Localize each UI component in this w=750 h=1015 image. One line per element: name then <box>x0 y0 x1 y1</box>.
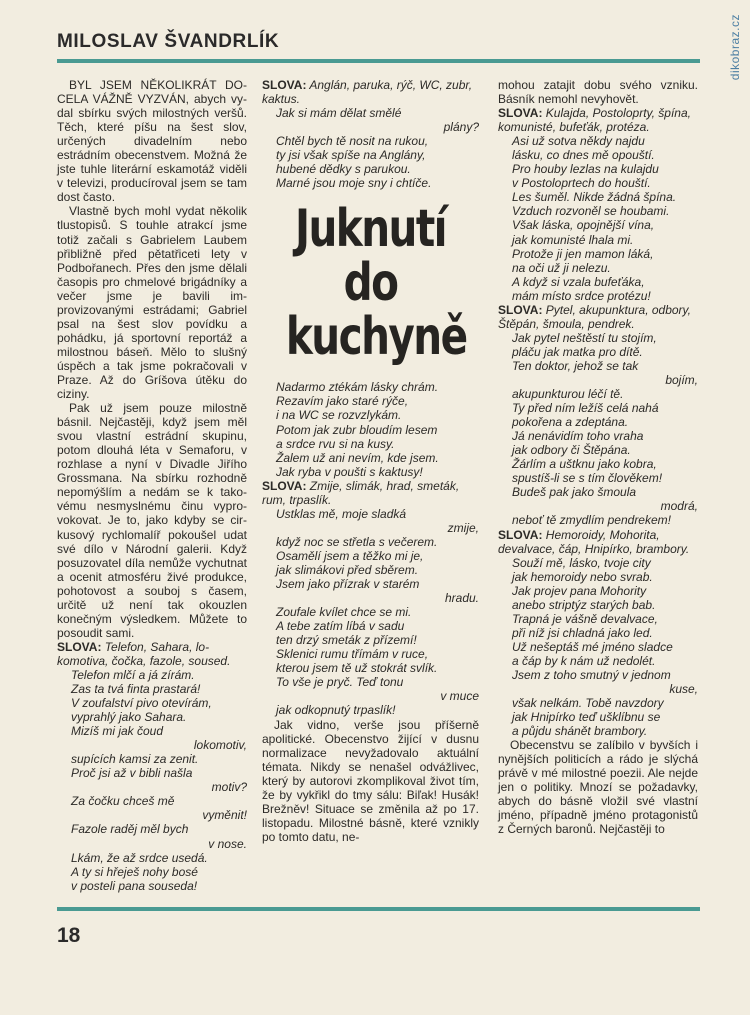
paragraph-politics: Jak vidno, verše jsou příšerně apolitické. Obecenstvo žijící v dusnu normalizace nevyžadovalo aktuální témata. Nikdy se nenašel odvážlivec, který by autorovi zkomplikoval život tím, že by vykřikl do tmy sálu: Biľak! Husák! Brežněv! Situace se změnila až po 17. listopadu. Milostné básně, které vznikly po tomto datu, ne- <box>262 717 479 844</box>
poem-line: však nelkám. Tobě navzdory <box>512 696 664 711</box>
paragraph-present: Pak už jsem pouze milostně básnil. Nejčastěji, když jsem měl svou vlastní estrádní skupinu, potom dlouhá léta v Semaforu, v rozhlase a nyní v Divadle Jiřího Grossmana. Na sbírku rozhodně nepomýšlím a nedám se k takovému nesmyslnému činu vyprovokovat. Je to, jako kdyby se cirkusový rychlomalíř pokoušel udat své dílo v Národní galerii. Když posuzovatel díla nemůže vychutnat a ocenit atmosféru živé produkce, pohotovost a souboj s časem, určitě už není tak okouzlen konečným výsledkem. Můžete to posoudit sami. <box>57 401 247 640</box>
poem-line: jak slimákovi před sběrem. <box>276 562 419 577</box>
poem-anglan-b <box>262 380 479 478</box>
poem-line: Marné jsou moje sny i chtíče. <box>276 176 432 191</box>
slova-block-6 <box>498 528 698 556</box>
poem-line: Trapná je vášně devalvace, <box>512 611 658 626</box>
slova-label: SLOVA: <box>57 639 102 654</box>
poem-line: Zoufale kvílet chce se mi. <box>276 605 412 620</box>
slova-block-3 <box>262 479 479 507</box>
column-3 <box>498 78 698 837</box>
poem-line: Pro houby lezlas na kulajdu <box>512 162 659 177</box>
poem-line: Chtěl bych tě nosit na rukou, <box>276 134 429 149</box>
poem-line: Jak ryba v poušti s kaktusy! <box>276 464 423 479</box>
page-number: 18 <box>57 924 81 947</box>
paragraph-continuation: mohou zatajit dobu svého vzniku. Básník nemohl nevyhovět. <box>498 78 698 107</box>
poem-line: Protože ji jen mamon láká, <box>512 246 654 261</box>
poem-line: A když si vzala bufeťáka, <box>512 274 645 289</box>
poem-line: kterou jsem tě už stokrát svlík. <box>276 661 438 676</box>
poem-line: Já nenávidím toho vraha <box>512 429 644 444</box>
poem-line: Jsem z toho smutný v jednom <box>512 667 671 682</box>
paragraph-intro: BYL JSEM NĚKOLIKRÁT DOCELA VÁŽNĚ VYZVÁN, abych vydal sbírku svých milostných veršů. Těch, které píšu na šest slov, určených divadelním nebo estrádním obecenstvem. Možná že jste tuhle literární eskamotáž viděli v televizi, producíroval jsem se tam dost často. <box>57 78 247 205</box>
poem-zmije <box>262 507 479 718</box>
poem-line: Sklenici rumu třímám v ruce, <box>276 647 429 662</box>
poem-line: mám místo srdce protézu! <box>512 288 651 303</box>
poem-line: Mizíš mi jak čoud <box>71 724 164 739</box>
poem-line: jak hemoroidy nebo svrab. <box>512 569 653 584</box>
poem-line: když noc se střetla s večerem. <box>276 534 438 549</box>
top-divider <box>57 59 700 63</box>
poem-line: hradu. <box>444 591 479 606</box>
poem-line: neboť tě zmydlím pendrekem! <box>512 513 671 528</box>
poem-line: bojím, <box>665 372 698 387</box>
article-title <box>285 199 467 368</box>
poem-line: v muce <box>440 689 479 704</box>
poem-line: V zoufalství pivo otevírám, <box>71 696 212 711</box>
poem-line: a půjdu shánět brambory. <box>512 724 648 739</box>
poem-line: Les šuměl. Nikde žádná špína. <box>512 190 677 205</box>
poem-line: ty jsi však spíše na Anglány, <box>276 148 426 163</box>
poem-line: jak Hnipírko teď ušklíbnu se <box>512 710 661 725</box>
paragraph-history: Vlastně bych mohl vydat několik tlustopisů. S touhle atrakcí jsme totiž začali s Gabrielem Laubem přibližně před pětatřiceti lety v Podbořanech. Přes den jsme dělali časopis pro chmelové brigádníky a večer jsme je bavili improvizovanými estrádami; Gabriel psal na šest slov povídku a pohádku, já sportovní reportáž a milostnou báseň. Mělo to slušný úspěch a tak jsme pokračovali v Praze. Až do Gríšova útěku do ciziny. <box>57 204 247 402</box>
poem-line: Budeš pak jako šmoula <box>512 485 637 500</box>
poem-line: Zas ta tvá finta prastará! <box>71 682 201 697</box>
poem-line: motiv? <box>211 780 247 795</box>
poem-line: Žárlím a uštknu jako kobra, <box>512 457 657 472</box>
poem-line: Nadarmo ztékám lásky chrám. <box>276 380 439 395</box>
poem-line: Osamělí jsem a těžko mi je, <box>276 548 424 563</box>
poem-line: Jak pytel neštěstí tu stojím, <box>512 330 657 345</box>
poem-line: na oči už ji nelezu. <box>512 260 611 275</box>
poem-line: lokomotiv, <box>193 738 247 753</box>
poem-line: spustíš-li se s tím člověkem! <box>512 471 663 486</box>
slova-block-4 <box>498 106 698 134</box>
poem-line: Jsem jako přízrak v starém <box>276 577 420 592</box>
poem-line: modrá, <box>660 499 698 514</box>
poem-line: A tebe zatím líbá v sadu <box>276 619 405 634</box>
poem-line: ten drzý smeták z přízemí! <box>276 633 417 648</box>
poem-line: i na WC se rozvzlykám. <box>276 408 402 423</box>
slova-words: Anglán, paruka, rýč, WC, zubr, kaktus. <box>262 78 473 107</box>
poem-line: Telefon mlčí a já zírám. <box>71 667 195 682</box>
poem-line: kuse, <box>669 682 698 697</box>
slova-block-5 <box>498 303 698 331</box>
poem-line: supících kamsi za zenit. <box>71 752 199 767</box>
poem-line: Už nešeptáš mé jméno sladce <box>512 639 673 654</box>
poem-line: vyprahlý jako Sahara. <box>71 710 187 725</box>
poem-line: pláču jak matka pro dítě. <box>512 344 643 359</box>
slova-label: SLOVA: <box>498 527 543 542</box>
title-line: do <box>343 253 398 314</box>
slova-words: Zmije, slimák, hrad, smeták, rum, trpaslík. <box>262 478 460 507</box>
poem-line: Jak si mám dělat smělé <box>276 106 402 121</box>
poem-line: jak odbory či Štěpána. <box>512 443 631 458</box>
poem-line: zmije, <box>447 520 479 535</box>
poem-line: Souží mě, lásko, tvoje city <box>512 555 651 570</box>
author-heading: MILOSLAV ŠVANDRLÍK <box>57 31 280 52</box>
poem-line: v nose. <box>208 836 247 851</box>
slova-block-1 <box>57 640 247 668</box>
poem-line: Ty před ním ležíš celá nahá <box>512 401 659 416</box>
column-1 <box>57 78 247 893</box>
slova-label: SLOVA: <box>498 302 543 317</box>
poem-line: Vzduch rozvoněl se houbami. <box>512 204 670 219</box>
column-2 <box>262 78 479 844</box>
poem-line: jak odkopnutý trpaslík! <box>276 703 396 718</box>
bottom-divider <box>57 907 700 911</box>
poem-line: Proč jsi až v bibli našla <box>71 766 193 781</box>
poem-anglan-a <box>262 106 479 190</box>
poem-line: Žalem už ani nevím, kde jsem. <box>276 450 439 465</box>
poem-line: a srdce rvu si na kusy. <box>276 436 395 451</box>
poem-line: Za čočku chceš mě <box>71 794 175 809</box>
slova-label: SLOVA: <box>262 78 307 92</box>
slova-words: Telefon, Sahara, lokomotiva, čočka, fazole, soused. <box>57 639 231 668</box>
slova-words: Hemoroidy, Mohorita, devalvace, čáp, Hnipírko, brambory. <box>498 527 690 556</box>
watermark: dikobraz.cz <box>728 14 742 81</box>
poem-line: Fazole raděj měl bych <box>71 822 189 837</box>
poem-line: Asi už sotva někdy najdu <box>512 134 645 149</box>
poem-telefon <box>57 668 247 893</box>
paragraph-audience: Obecenstvu se zalíbilo v byvších i nynějších politicích a rádo je slýchá právě v mé milostné poezii. Ale nejde jen o politiky. Mnozí se požadavky, abych do básně vložil své vlastní jméno, případně jméno protagonistů z Černých baronů. Nejčastěji to <box>498 738 698 837</box>
poem-line: lásku, co dnes mě opouští. <box>512 148 655 163</box>
poem-line: Rezavím jako staré rýče, <box>276 394 409 409</box>
poem-line: plány? <box>443 120 479 135</box>
poem-line: Jak projev pana Mohority <box>512 583 647 598</box>
poem-line: při níž jsi chladná jako led. <box>512 625 653 640</box>
poem-line: A ty si hřeješ nohy bosé <box>71 864 198 879</box>
poem-line: vyměnit! <box>202 808 247 823</box>
poem-line: pokořena a zdeptána. <box>512 415 629 430</box>
title-line: Juknutí <box>294 199 447 260</box>
poem-line: v Postoloprtech do houští. <box>512 176 651 191</box>
poem-line: To vše je pryč. Teď tonu <box>276 675 404 690</box>
slova-label: SLOVA: <box>498 106 543 121</box>
poem-line: Potom jak zubr bloudím lesem <box>276 422 438 437</box>
slova-label: SLOVA: <box>262 478 307 493</box>
poem-line: Ustklas mě, moje sladká <box>276 506 407 521</box>
poem-line: jak komunisté lhala mi. <box>512 232 634 247</box>
slova-block-2 <box>262 78 479 106</box>
poem-line: anebo striptýz starých bab. <box>512 597 656 612</box>
poem-line: Však láska, opojnější vína, <box>512 218 655 233</box>
poem-line: Ten doktor, jehož se tak <box>512 358 639 373</box>
poem-line: hubené dědky s parukou. <box>276 162 411 177</box>
title-line: kuchyně <box>285 307 467 368</box>
poem-line: Lkám, že až srdce usedá. <box>71 850 208 865</box>
poem-line: akupunkturou léčí tě. <box>512 387 624 402</box>
poem-line: a čáp by k nám už nedolét. <box>512 653 656 668</box>
slova-words: Pytel, akupunktura, odbory, Štěpán, šmoula, pendrek. <box>498 302 691 331</box>
poem-hemoroidy <box>498 556 698 739</box>
poem-kulajda <box>498 134 698 303</box>
poem-pytel <box>498 331 698 528</box>
poem-line: v posteli pana souseda! <box>71 878 198 893</box>
slova-words: Kulajda, Postoloprty, špína, komunisté, bufeťák, protéza. <box>498 106 691 135</box>
